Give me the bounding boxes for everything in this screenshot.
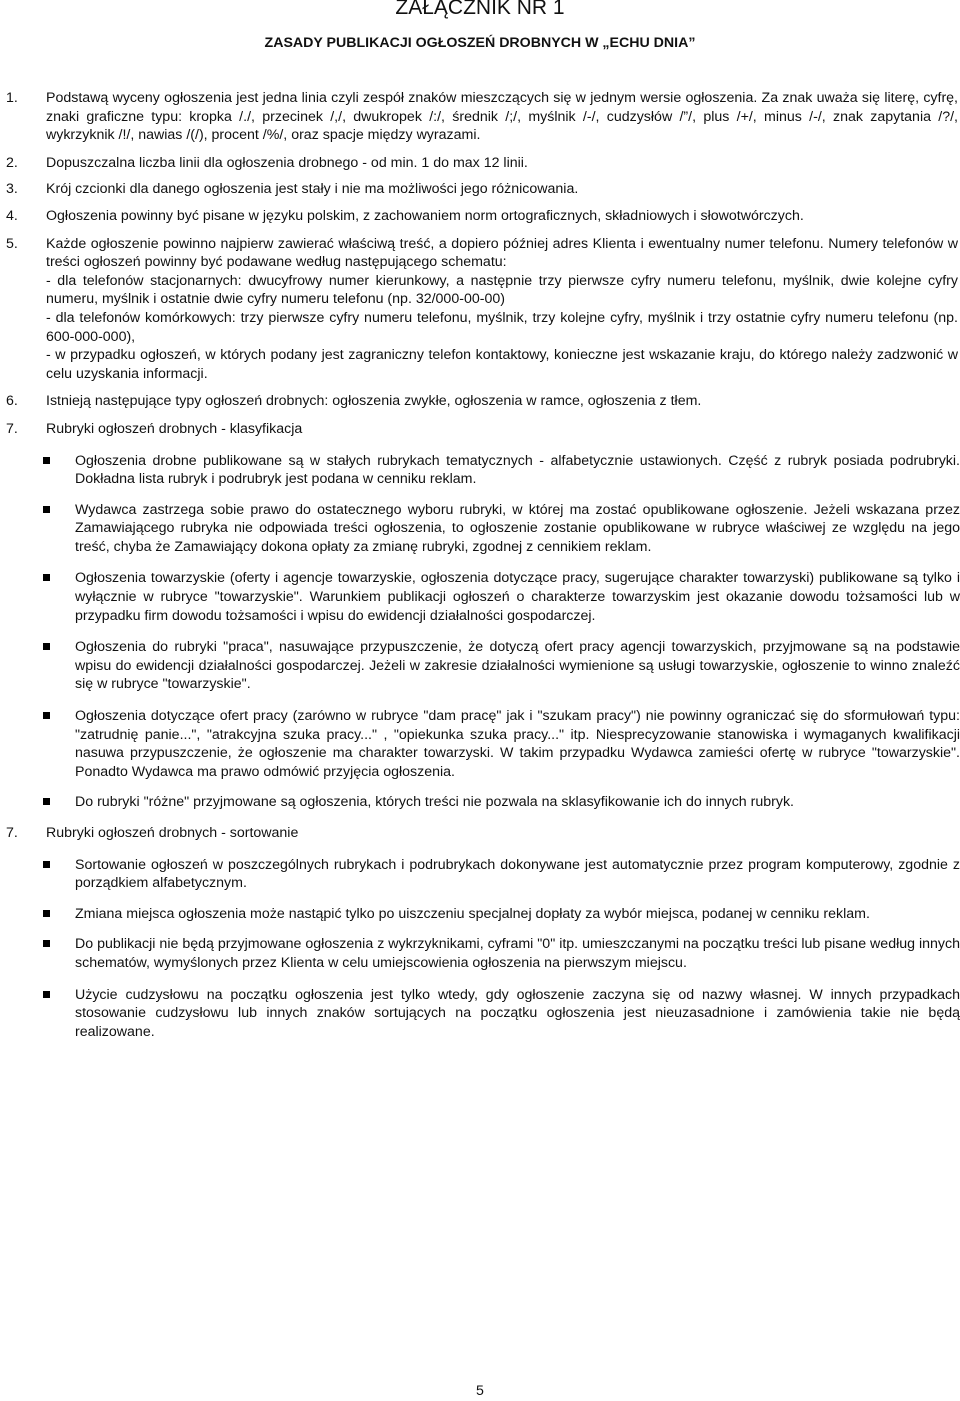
rule-5	[0, 235, 960, 384]
rule-text-foreign: - w przypadku ogłoszeń, w których podany jest zagraniczny telefon kontaktowy, konieczne jest wskazanie kraju, do którego należy zadzwonić w celu uzyskania informacji.	[46, 347, 958, 382]
rule-1	[0, 89, 960, 145]
rule-text: Ogłoszenia powinny być pisane w języku polskim, z zachowaniem norm ortograficznych, składniowych i słowotwórczych.	[46, 207, 804, 224]
section-classification-heading	[0, 420, 960, 439]
section-number: 7.	[6, 420, 18, 437]
square-bullet-icon	[43, 940, 50, 947]
rule-text: Krój czcionki dla danego ogłoszenia jest stały i nie ma możliwości jego różnicowania.	[46, 181, 579, 198]
square-bullet-icon	[43, 506, 50, 513]
list-item: Ogłoszenia drobne publikowane są w stałych rubrykach tematycznych - alfabetycznie ustawionych. Część z rubryk posiada podrubryki. Dokładna lista rubryk i podrubryk jest podana w cenniku reklam.	[0, 452, 960, 489]
rule-number: 3.	[6, 181, 18, 198]
square-bullet-icon	[43, 643, 50, 650]
list-item: Ogłoszenia do rubryki "praca", nasuwające przypuszczenie, że dotyczą ofert pracy agencji towarzyskich, przyjmowane są na podstawie wpisu do ewidencji działalności gospodarczej. Jeżeli w zakresie działalności wymienione są usługi towarzyskie, ogłoszenie to winno znaleźć się w rubryce "towarzyskie".	[0, 638, 960, 694]
square-bullet-icon	[43, 712, 50, 719]
rule-number: 1.	[6, 90, 18, 106]
list-item: Wydawca zastrzega sobie prawo do ostatecznego wyboru rubryki, w której ma zostać opublikowane ogłoszenie. Jeżeli wskazana przez Zamawiającego rubryka nie odpowiada treści ogłoszenia, to ogłoszenie zostanie opublikowane w rubryce właściwej ze względu na jego treść, chyba że Zamawiający dokona opłaty za zmianę rubryki, zgodnej z cennikiem reklam.	[0, 501, 960, 557]
square-bullet-icon	[43, 457, 50, 464]
rule-3	[0, 180, 960, 199]
square-bullet-icon	[43, 910, 50, 917]
section-heading: Rubryki ogłoszeń drobnych - sortowanie	[46, 825, 299, 841]
rule-text: Podstawą wyceny ogłoszenia jest jedna linia czyli zespół znaków mieszczących się w jednym wersie ogłoszenia. Za znak uważa się literę, cyfrę, znaki graficzne typu: kropka /./, przecinek /,/, dwukropek /:/, średnik /;/, myślnik /-/, cudzysłów /”/, plus /+/, minus /-/, znak zapytania /?/, wykrzyknik /!/, nawias /(/), procent /%/, oraz spacje między wyrazami.	[46, 90, 958, 144]
square-bullet-icon	[43, 574, 50, 581]
list-item: Sortowanie ogłoszeń w poszczególnych rubrykach i podrubrykach dokonywane jest automatycznie przez program komputerowy, zgodnie z porządkiem alfabetycznym.	[0, 856, 960, 893]
rule-text: Każde ogłoszenie powinno najpierw zawierać właściwą treść, a dopiero później adres Klienta i ewentualny numer telefonu. Numery telefonów w treści ogłoszeń powinny być podawane według następującego schematu:	[46, 235, 958, 271]
rule-number: 4.	[6, 207, 18, 224]
rule-text-landline: - dla telefonów stacjonarnych: dwucyfrowy numer kierunkowy, a następnie trzy pierwsze cyfry numeru telefonu, myślnik, dwie kolejne cyfry numeru, myślnik i ostatnie dwie cyfry numeru telefonu (np. 32/000-00-00)	[46, 272, 958, 308]
square-bullet-icon	[43, 991, 50, 998]
square-bullet-icon	[43, 798, 50, 805]
rule-text: Istnieją następujące typy ogłoszeń drobnych: ogłoszenia zwykłe, ogłoszenia w ramce, ogłoszenia z tłem.	[46, 393, 702, 410]
document-title: ZAŁĄCZNIK NR 1	[395, 0, 565, 19]
page-number: 5	[476, 1383, 484, 1399]
sorting-list	[0, 856, 960, 1042]
list-item: Ogłoszenia dotyczące ofert pracy (zarówno w rubryce "dam pracę" jak i "szukam pracy") nie powinny ograniczać się do sformułowań typu: "zatrudnię panie...", "atrakcyjna szuka pracy..." , "opiekunka szuka pracy..." itp. Niesprecyzowanie stanowiska i wymaganych kwalifikacji nasuwa przypuszczenie, że ogłoszenie ma charakter towarzyski. W takim przypadku Wydawca zamieści ofertę w rubryce "towarzyskie". Ponadto Wydawca ma prawo odmówić przyjęcia ogłoszenia.	[0, 707, 960, 781]
section-sorting-heading	[0, 824, 960, 843]
document-subtitle: ZASADY PUBLIKACJI OGŁOSZEŃ DROBNYCH W „ECHU DNIA”	[264, 35, 696, 51]
square-bullet-icon	[43, 861, 50, 868]
rule-2	[0, 154, 960, 173]
list-item: Ogłoszenia towarzyskie (oferty i agencje towarzyskie, ogłoszenia dotyczące pracy, sugerujące charakter towarzyski) publikowane są tylko i wyłącznie w rubryce "towarzyskie". Warunkiem publikacji ogłoszeń o charakterze towarzyskim jest okazanie dowodu tożsamości lub w przypadku firm dowodu tożsamości i wpisu do ewidencji działalności gospodarczej.	[0, 569, 960, 625]
list-item: Do publikacji nie będą przyjmowane ogłoszenia z wykrzyknikami, cyframi "0" itp. umieszczanymi na początku treści lub pisane według innych schematów, wymyślonych przez Klienta w celu umiejscowienia ogłoszenia na pierwszym miejscu.	[0, 935, 960, 972]
rule-number: 5.	[6, 235, 18, 252]
section-heading: Rubryki ogłoszeń drobnych - klasyfikacja	[46, 420, 303, 437]
rule-6	[0, 392, 960, 411]
document-body	[0, 89, 960, 1041]
rule-4	[0, 207, 960, 226]
classification-list	[0, 452, 960, 813]
list-item: Zmiana miejsca ogłoszenia może nastąpić tylko po uiszczeniu specjalnej dopłaty za wybór miejsca, podanej w cenniku reklam.	[0, 905, 960, 924]
list-item: Użycie cudzysłowu na początku ogłoszenia jest tylko wtedy, gdy ogłoszenie zaczyna się od nazwy własnej. W innych przypadkach stosowanie cudzysłowu lub innych znaków sortujących na początku ogłoszenia jest nieuzasadnione i zamówienia takie nie będą realizowane.	[0, 986, 960, 1042]
list-item: Do rubryki "różne" przyjmowane są ogłoszenia, których treści nie pozwala na sklasyfikowanie ich do innych rubryk.	[0, 793, 960, 812]
rule-number: 2.	[6, 154, 18, 171]
rule-text: Dopuszczalna liczba linii dla ogłoszenia drobnego - od min. 1 do max 12 linii.	[46, 154, 528, 171]
rule-number: 6.	[6, 393, 18, 410]
rule-text-mobile: - dla telefonów komórkowych: trzy pierwsze cyfry numeru telefonu, myślnik, trzy kolejne cyfry, myślnik i trzy ostatnie cyfry numeru telefonu (np. 600-000-000),	[46, 309, 958, 345]
section-number: 7.	[6, 825, 18, 841]
